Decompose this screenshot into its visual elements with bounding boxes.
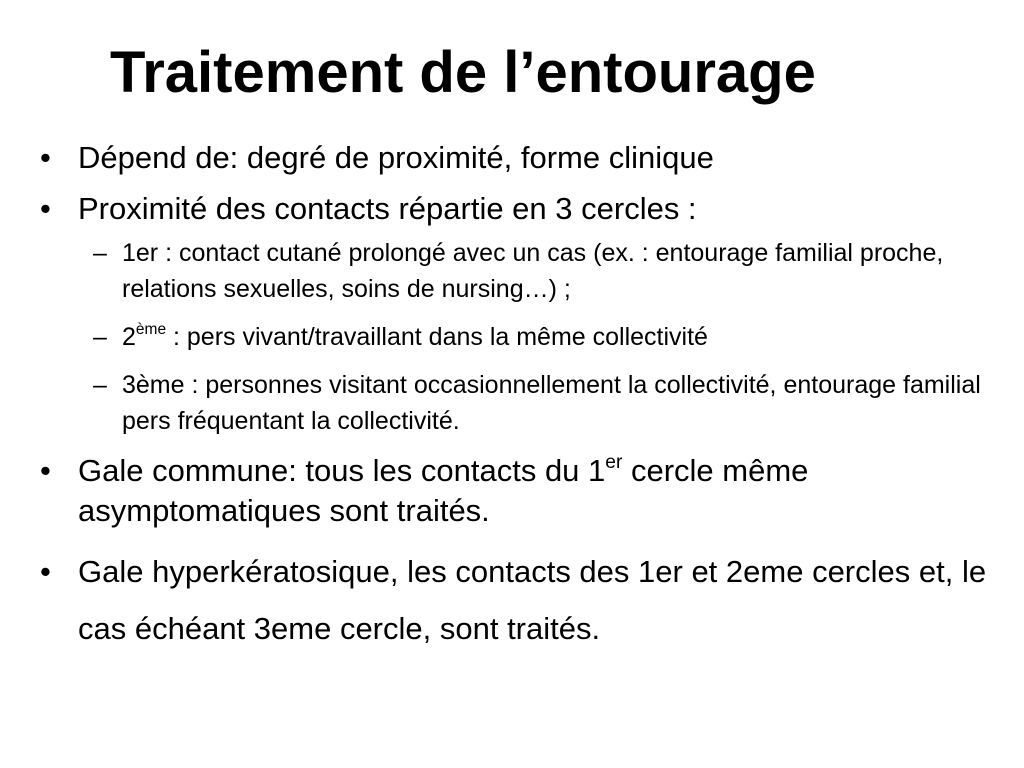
bullet-item: [40, 543, 1020, 657]
bullet-icon: •: [40, 453, 51, 488]
bullet-icon: •: [40, 140, 51, 175]
bullet-item: [40, 189, 1020, 229]
superscript: er: [605, 451, 623, 473]
sub-bullet-text: 3ème : personnes visitant occasionnellement la collectivité, entourage familial pers fréquentant la collectivité.: [122, 371, 981, 435]
bullet-icon: •: [40, 191, 51, 226]
slide-title: Traitement de l’entourage: [110, 40, 816, 105]
bullet-icon: •: [40, 554, 51, 589]
bullet-text: Gale hyperkératosique, les contacts des 1er et 2eme cercles et, le cas échéant 3eme cercle, sont traités.: [78, 554, 987, 646]
dash-icon: –: [93, 239, 107, 267]
sub-bullet-text: : pers vivant/travaillant dans la même collectivité: [166, 323, 708, 351]
sub-bullet-item: [40, 367, 1020, 439]
bullet-item: [40, 138, 1020, 178]
bullet-text: Proximité des contacts répartie en 3 cercles :: [78, 191, 697, 226]
bullet-list: [40, 138, 1020, 674]
dash-icon: –: [93, 323, 107, 351]
sub-bullet-prefix: 2: [122, 323, 136, 351]
bullet-text: cercle même asymptomatiques sont traités.: [78, 453, 809, 528]
dash-icon: –: [93, 371, 107, 399]
superscript: ème: [135, 320, 167, 338]
sub-bullet-text: 1er : contact cutané prolongé avec un cas (ex. : entourage familial proche, relations sexuelles, soins de nursing…) ;: [122, 239, 944, 303]
bullet-prefix: Gale commune: tous les contacts du 1: [78, 453, 606, 488]
bullet-text: Dépend de: degré de proximité, forme clinique: [78, 140, 714, 175]
sub-bullet-item: [40, 235, 1020, 307]
bullet-item: [40, 451, 1020, 531]
sub-bullet-item: [40, 319, 1020, 355]
